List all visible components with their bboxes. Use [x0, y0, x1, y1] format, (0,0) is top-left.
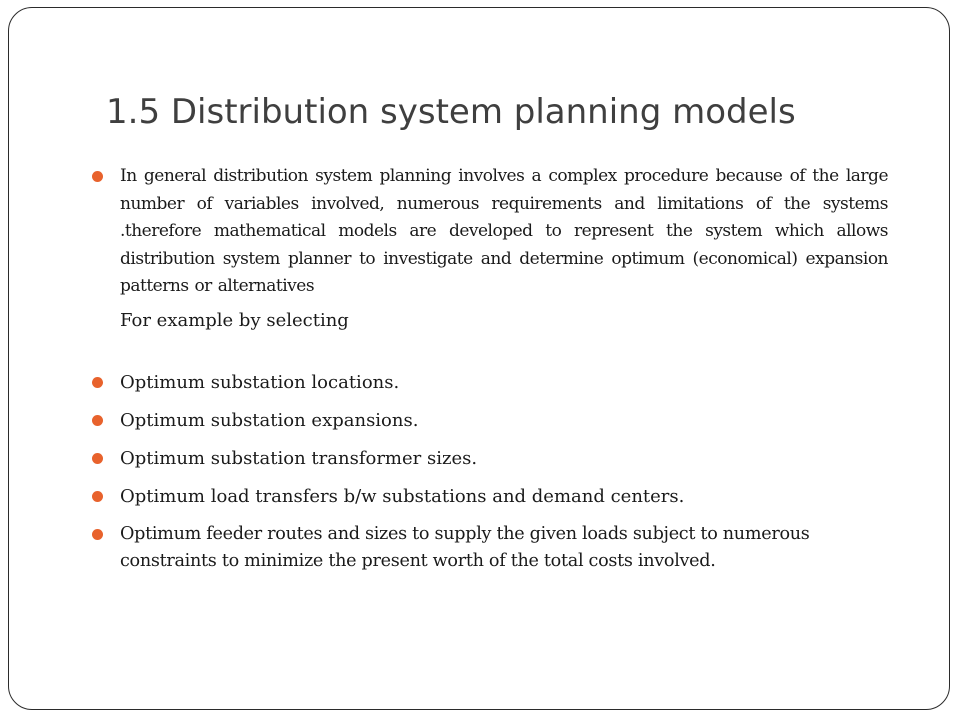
- list-item: [90, 445, 888, 472]
- slide-content: [90, 163, 888, 586]
- list-item: [90, 369, 888, 396]
- bullet-list: [90, 369, 888, 575]
- list-item-text: Optimum load transfers b/w substations and demand centers.: [120, 485, 685, 507]
- bullet-dot-icon: [92, 377, 103, 388]
- list-item-text: Optimum substation expansions.: [120, 409, 419, 431]
- slide-title: 1.5 Distribution system planning models: [106, 92, 796, 132]
- bullet-dot-icon: [92, 171, 103, 182]
- list-item: [90, 521, 888, 575]
- example-line: For example by selecting: [120, 309, 349, 331]
- bullet-dot-icon: [92, 415, 103, 426]
- intro-bullet: [90, 163, 888, 301]
- bullet-dot-icon: [92, 529, 103, 540]
- list-item-text: Optimum substation transformer sizes.: [120, 447, 478, 469]
- intro-text: In general distribution system planning involves a complex procedure because of the large number of variables involved, numerous requirements and limitations of the systems .therefore mathematical models are developed to represent the system which allows distribution system planner to investigate and determine optimum (economical) expansion patterns or alternatives: [120, 166, 888, 296]
- list-item-text: Optimum substation locations.: [120, 371, 400, 393]
- bullet-dot-icon: [92, 453, 103, 464]
- list-item: [90, 407, 888, 434]
- list-item: [90, 483, 888, 510]
- list-item-text: Optimum feeder routes and sizes to supply the given loads subject to numerous constraints to minimize the present worth of the total costs involved.: [120, 523, 810, 571]
- bullet-dot-icon: [92, 491, 103, 502]
